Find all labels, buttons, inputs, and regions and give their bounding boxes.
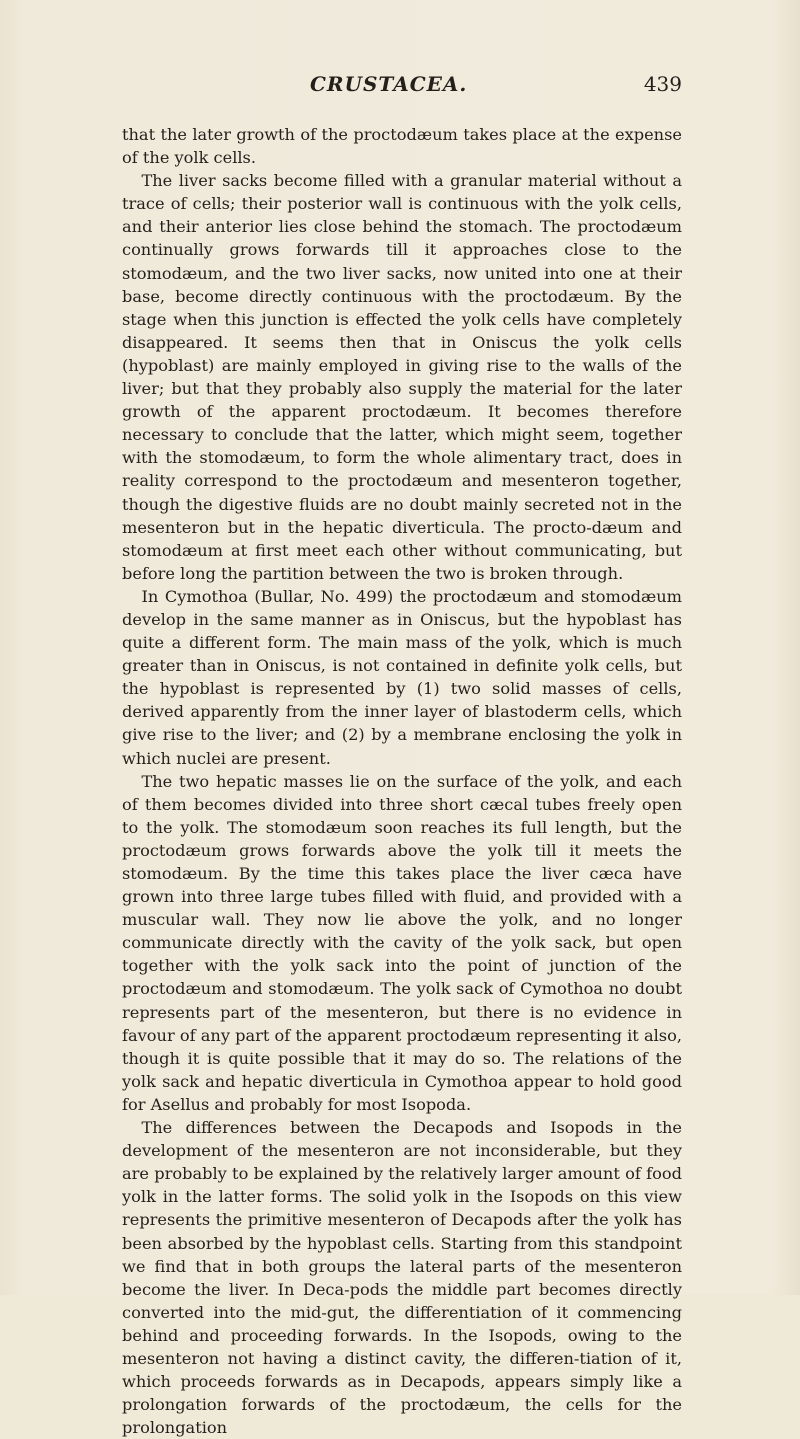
- body-text: [122, 123, 682, 1439]
- running-head: [122, 72, 682, 100]
- paragraph-4: The two hepatic masses lie on the surface of the yolk, and each of them becomes divided into three short cæcal tubes freely open to the yolk. The stomodæum soon reaches its full length, but the proctodæum grows forwards above the yolk till it meets the stomodæum. By the time this takes place the liver cæca have grown into three large tubes filled with fluid, and provided with a muscular wall. They now lie above the yolk, and no longer communicate directly with the cavity of the yolk sack, but open together with the yolk sack into the point of junction of the proctodæum and stomodæum. The yolk sack of Cymothoa no doubt represents part of the mesenteron, but there is no evidence in favour of any part of the apparent proctodæum representing it also, though it is quite possible that it may do so. The relations of the yolk sack and hepatic diverticula in Cymothoa appear to hold good for Asellus and probably for most Isopoda.: [122, 771, 682, 1114]
- paragraph-1: that the later growth of the proctodæum takes place at the expense of the yolk cells.: [122, 125, 682, 168]
- running-title: CRUSTACEA.: [310, 72, 468, 96]
- page-number: 439: [643, 72, 682, 96]
- paragraph-5: The differences between the Decapods and Isopods in the development of the mesenteron are not inconsiderable, but they are probably to be explained by the relatively larger amount of food yolk in the latter forms. The solid yolk in the Isopods on this view represents the primitive mesenteron of Decapods after the yolk has been absorbed by the hypoblast cells. Starting from this standpoint we find that in both groups the lateral parts of the mesenteron become the liver. In Deca-pods the middle part becomes directly converted into the mid-gut, the differentiation of it commencing behind and proceeding forwards. In the Isopods, owing to the mesenteron not having a distinct cavity, the differen-tiation of it, which proceeds forwards as in Decapods, appears simply like a prolongation forwards of the proctodæum, the cells for the prolongation: [122, 1118, 682, 1438]
- paragraph-3: In Cymothoa (Bullar, No. 499) the proctodæum and stomodæum develop in the same manner as in Oniscus, but the hypoblast has quite a different form. The main mass of the yolk, which is much greater than in Oniscus, is not contained in definite yolk cells, but the hypoblast is represented by (1) two solid masses of cells, derived apparently from the inner layer of blastoderm cells, which give rise to the liver; and (2) by a membrane enclosing the yolk in which nuclei are present.: [122, 586, 682, 768]
- paragraph-2: The liver sacks become filled with a granular material without a trace of cells; their posterior wall is continuous with the yolk cells, and their anterior lies close behind the stomach. The proctodæum continually grows forwards till it approaches close to the stomodæum, and the two liver sacks, now united into one at their base, become directly continuous with the proctodæum. By the stage when this junction is effected the yolk cells have completely disappeared. It seems then that in Oniscus the yolk cells (hypoblast) are mainly employed in giving rise to the walls of the liver; but that they probably also supply the material for the later growth of the apparent proctodæum. It becomes therefore necessary to conclude that the latter, which might seem, together with the stomodæum, to form the whole alimentary tract, does in reality correspond to the proctodæum and mesenteron together, though the digestive fluids are no doubt mainly secreted not in the mesenteron but in the hepatic diverticula. The procto-dæum and stomodæum at first meet each other without communicating, but before long the partition between the two is broken through.: [122, 171, 682, 583]
